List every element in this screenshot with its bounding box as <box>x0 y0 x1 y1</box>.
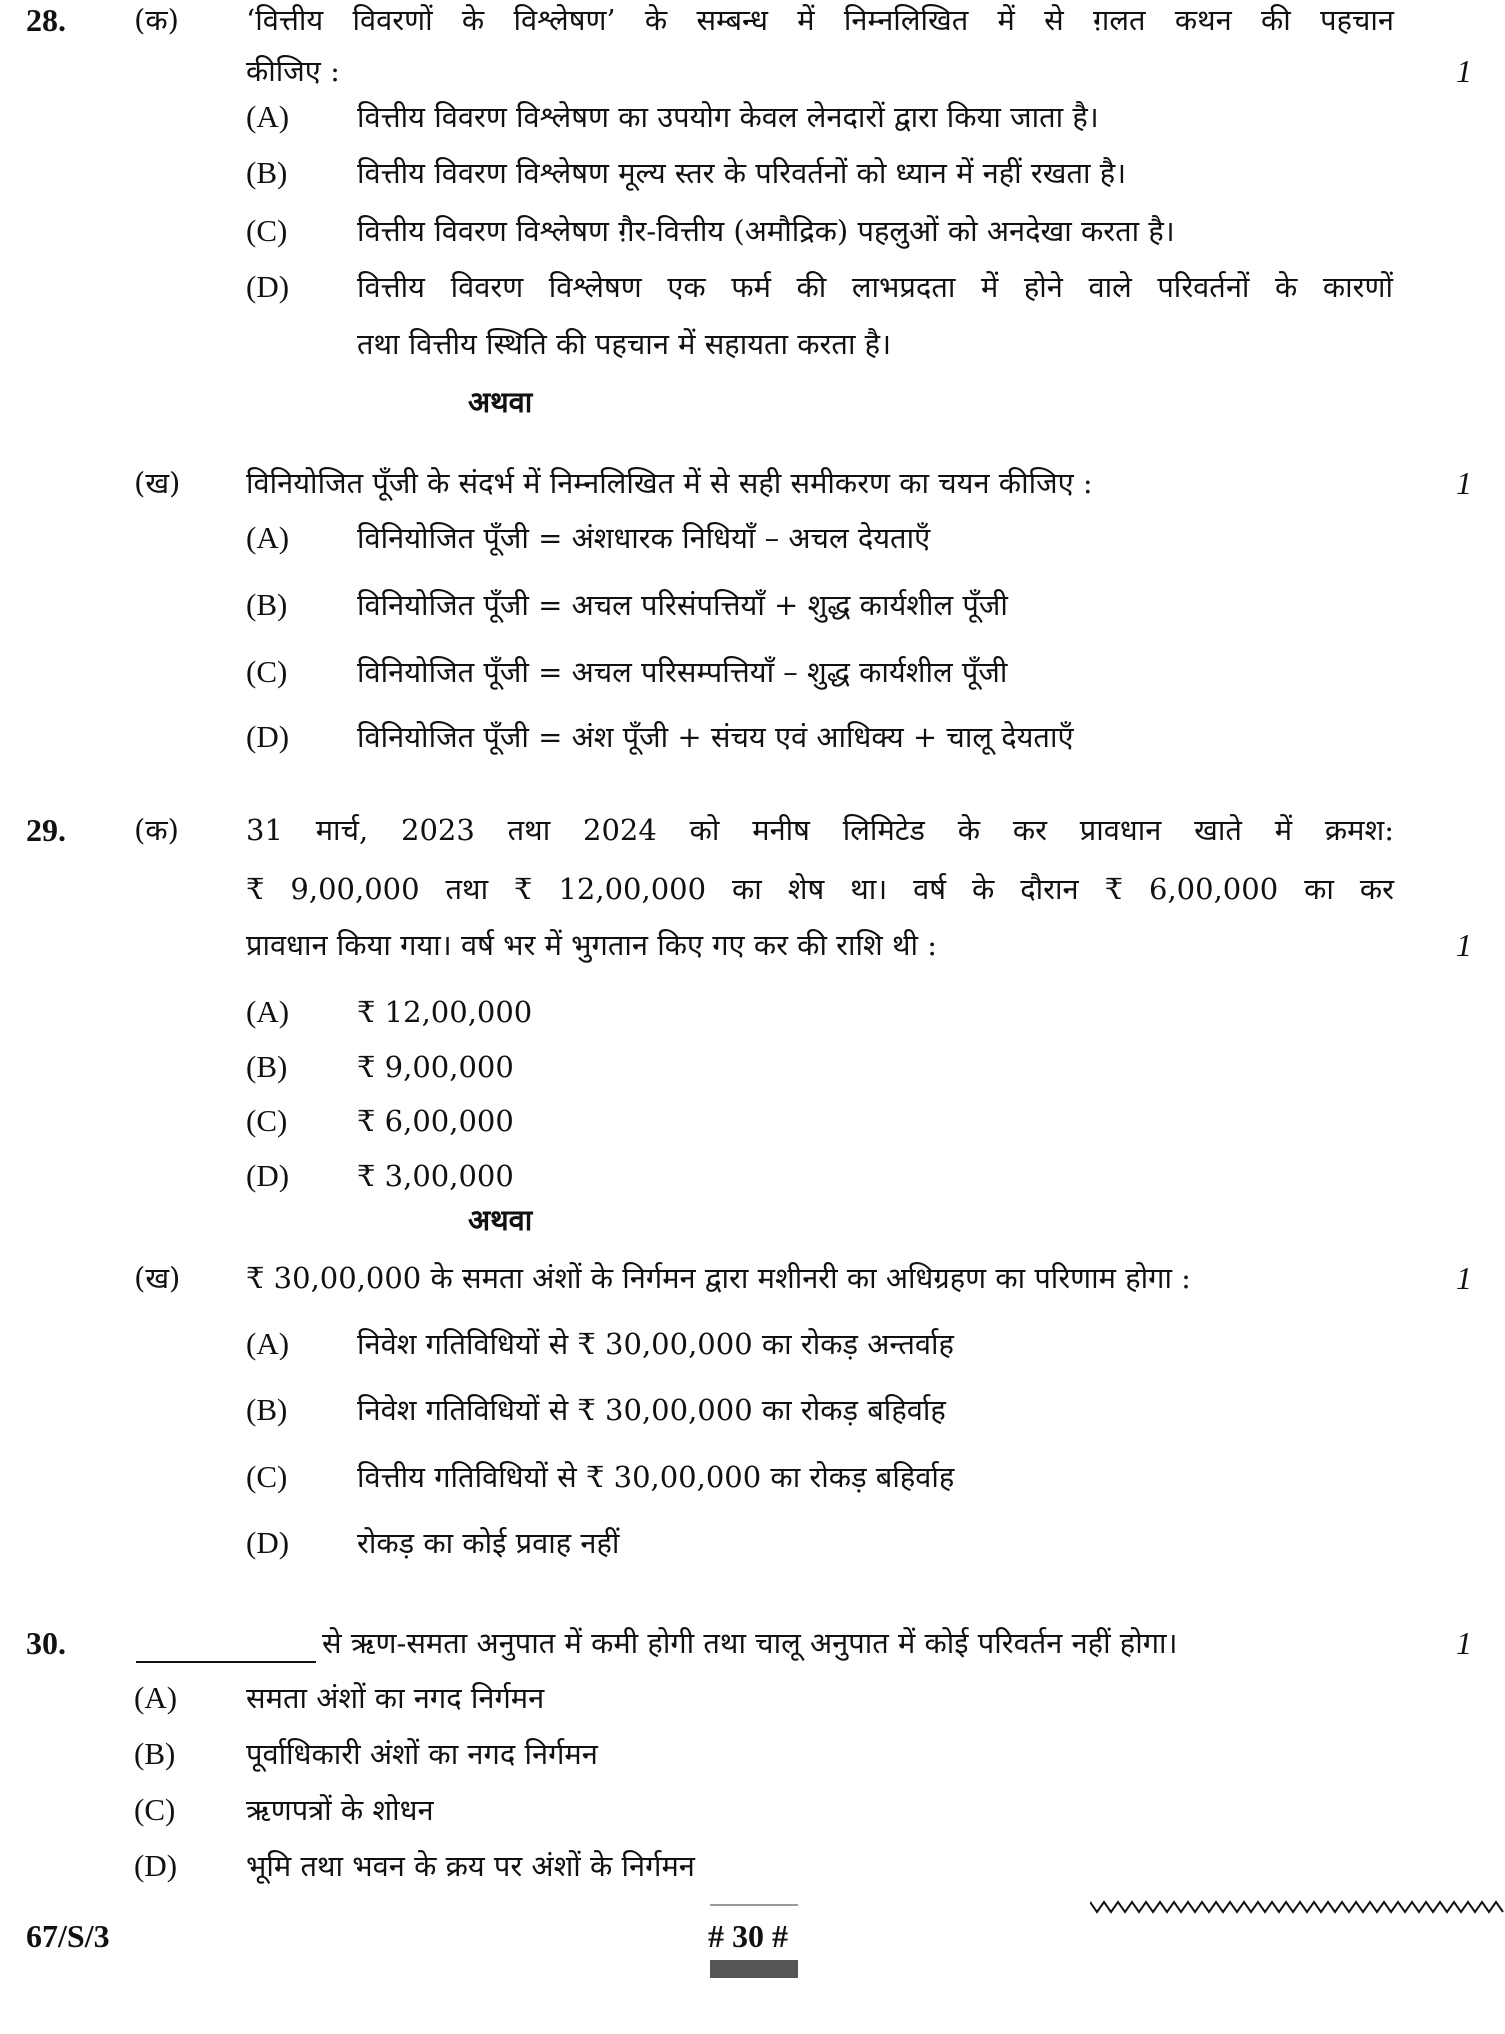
footer-rule <box>710 1904 798 1906</box>
marks: 1 <box>1456 1625 1472 1661</box>
subpart-label: (ख) <box>134 1261 181 1295</box>
option-text: वित्तीय विवरण विश्लेषण एक फर्म की लाभप्रदता में होने वाले परिवर्तनों के कारणों <box>357 270 1393 304</box>
question-text: ‘वित्तीय विवरणों के विश्लेषण’ के सम्बन्ध में निम्नलिखित में से ग़लत कथन की पहचान <box>246 3 1394 37</box>
option-text: निवेश गतिविधियों से ₹ 30,00,000 का रोकड़ बहिर्वाह <box>357 1393 946 1427</box>
marks: 1 <box>1456 927 1472 963</box>
option-text: वित्तीय विवरण विश्लेषण का उपयोग केवल लेनदारों द्वारा किया जाता है। <box>357 100 1099 134</box>
subpart-label: (ख) <box>134 466 181 500</box>
option-text: भूमि तथा भवन के क्रय पर अंशों के निर्गमन <box>246 1849 695 1883</box>
option-label: (A) <box>134 1680 178 1715</box>
paper-code: 67/S/3 <box>26 1918 110 1954</box>
option-text: समता अंशों का नगद निर्गमन <box>246 1681 545 1715</box>
option-label: (D) <box>246 269 290 304</box>
option-text: निवेश गतिविधियों से ₹ 30,00,000 का रोकड़ अन्तर्वाह <box>357 1327 954 1361</box>
option-label: (C) <box>246 654 288 689</box>
question-number: 29. <box>26 812 66 848</box>
or-separator: अथवा <box>468 1203 533 1237</box>
option-label: (A) <box>246 520 290 555</box>
option-label: (D) <box>134 1848 178 1883</box>
option-label: (B) <box>246 1392 288 1427</box>
option-text: ऋणपत्रों के शोधन <box>246 1793 434 1827</box>
page-number: # 30 # <box>708 1918 788 1954</box>
question-text: विनियोजित पूँजी के संदर्भ में निम्नलिखित में से सही समीकरण का चयन कीजिए : <box>246 466 1093 500</box>
option-label: (B) <box>246 155 288 190</box>
question-text-row <box>136 1623 1178 1663</box>
option-label: (A) <box>246 994 290 1029</box>
option-text: वित्तीय गतिविधियों से ₹ 30,00,000 का रोकड़ बहिर्वाह <box>357 1460 955 1494</box>
option-label: (D) <box>246 1525 290 1560</box>
question-number: 28. <box>26 2 66 38</box>
option-text: विनियोजित पूँजी = अचल परिसम्पत्तियाँ – शुद्ध कार्यशील पूँजी <box>357 655 1008 689</box>
option-text: पूर्वाधिकारी अंशों का नगद निर्गमन <box>246 1737 598 1771</box>
question-text: 31 मार्च, 2023 तथा 2024 को मनीष लिमिटेड के कर प्रावधान खाते में क्रमश: <box>246 813 1394 847</box>
question-text: प्रावधान किया गया। वर्ष भर में भुगतान किए गए कर की राशि थी : <box>246 928 938 962</box>
option-text: ₹ 6,00,000 <box>357 1104 514 1138</box>
or-separator: अथवा <box>468 385 533 419</box>
option-label: (C) <box>134 1792 176 1827</box>
option-label: (A) <box>246 1326 290 1361</box>
option-text: वित्तीय विवरण विश्लेषण ग़ैर-वित्तीय (अमौद्रिक) पहलुओं को अनदेखा करता है। <box>357 214 1175 248</box>
option-text: विनियोजित पूँजी = अंशधारक निधियाँ – अचल देयताएँ <box>357 521 931 555</box>
option-text: वित्तीय विवरण विश्लेषण मूल्य स्तर के परिवर्तनों को ध्यान में नहीं रखता है। <box>357 156 1127 190</box>
zigzag-decoration <box>1090 1896 1505 1918</box>
question-text: ₹ 30,00,000 के समता अंशों के निर्गमन द्वारा मशीनरी का अधिग्रहण का परिणाम होगा : <box>246 1261 1191 1295</box>
option-text: ₹ 9,00,000 <box>357 1050 514 1084</box>
marks: 1 <box>1456 1260 1472 1296</box>
question-text: से ऋण-समता अनुपात में कमी होगी तथा चालू अनुपात में कोई परिवर्तन नहीं होगा। <box>322 1626 1178 1660</box>
fill-in-blank <box>136 1635 316 1663</box>
option-label: (B) <box>134 1736 176 1771</box>
marks: 1 <box>1456 465 1472 501</box>
option-label: (C) <box>246 1459 288 1494</box>
footer-bar <box>710 1960 798 1978</box>
option-text: विनियोजित पूँजी = अचल परिसंपत्तियाँ + शुद्ध कार्यशील पूँजी <box>357 588 1008 622</box>
option-label: (A) <box>246 99 290 134</box>
option-text: रोकड़ का कोई प्रवाह नहीं <box>357 1526 620 1560</box>
marks: 1 <box>1456 53 1472 89</box>
option-label: (B) <box>246 1049 288 1084</box>
subpart-label: (क) <box>134 3 179 37</box>
option-label: (C) <box>246 213 288 248</box>
option-label: (C) <box>246 1103 288 1138</box>
option-text: ₹ 12,00,000 <box>357 995 533 1029</box>
question-number: 30. <box>26 1625 66 1661</box>
option-text: तथा वित्तीय स्थिति की पहचान में सहायता करता है। <box>357 327 892 361</box>
option-text: ₹ 3,00,000 <box>357 1159 514 1193</box>
option-label: (D) <box>246 719 290 754</box>
option-label: (D) <box>246 1158 290 1193</box>
question-text: ₹ 9,00,000 तथा ₹ 12,00,000 का शेष था। वर्ष के दौरान ₹ 6,00,000 का कर <box>246 872 1394 906</box>
question-text: कीजिए : <box>246 54 340 88</box>
subpart-label: (क) <box>134 813 179 847</box>
option-label: (B) <box>246 587 288 622</box>
option-text: विनियोजित पूँजी = अंश पूँजी + संचय एवं आधिक्य + चालू देयताएँ <box>357 720 1074 754</box>
